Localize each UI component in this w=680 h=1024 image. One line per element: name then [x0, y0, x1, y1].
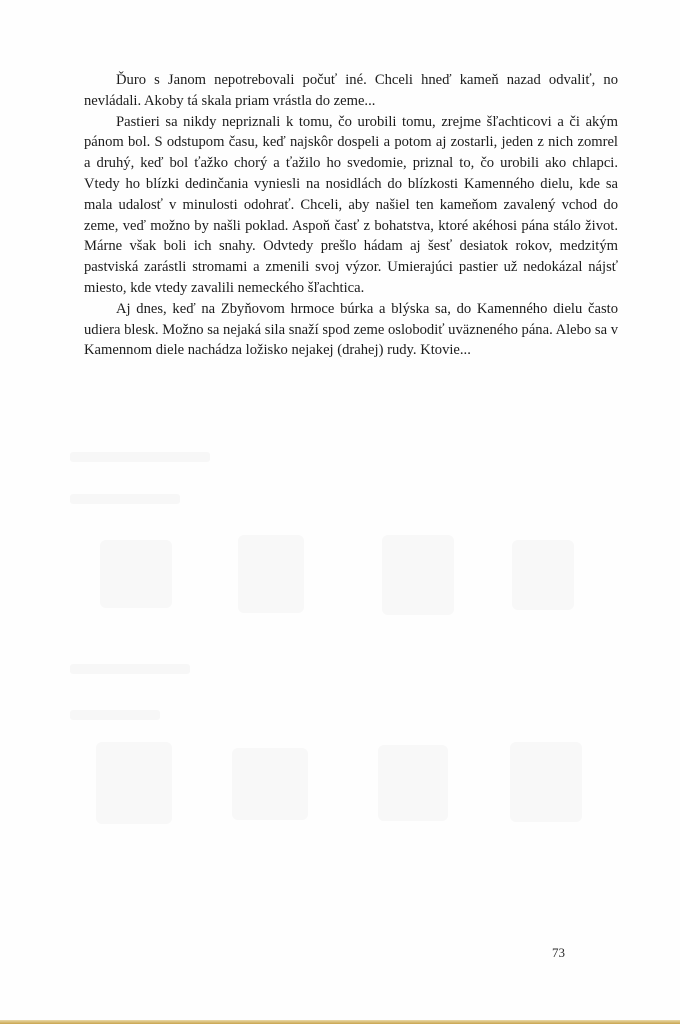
- show-through-line: [70, 494, 180, 504]
- show-through-line: [70, 452, 210, 462]
- show-through-emblem: [382, 535, 454, 615]
- show-through-emblem: [232, 748, 308, 820]
- paragraph-3: Aj dnes, keď na Zbyňovom hrmoce búrka a blýska sa, do Kamenného dielu často udiera blesk. Možno sa nejaká sila snaží spod zeme oslobodiť uväzneného pána. Alebo sa v Kamennom diele nachádza ložisko nejakej (drahej) rudy. Ktovie...: [84, 300, 618, 359]
- body-text: [84, 70, 618, 361]
- show-through-line: [70, 664, 190, 674]
- show-through-emblem: [510, 742, 582, 822]
- page-number: 73: [552, 945, 565, 960]
- show-through-line: [70, 710, 160, 720]
- paragraph-1: Ďuro s Janom nepotrebovali počuť iné. Chceli hneď kameň nazad odvaliť, no nevládali. Akoby tá skala priam vrástla do zeme...: [84, 72, 618, 109]
- page-bottom-edge: [0, 1020, 680, 1024]
- paragraph-2: Pastieri sa nikdy nepriznali k tomu, čo urobili tomu, zrejme šľachticovi a či akým pánom bol. S odstupom času, keď najskôr dospeli a potom aj zostarli, jeden z nich zomrel a druhý, keď bol ťažko chorý a ťažilo ho svedomie, priznal to, čo urobili ako chlapci. Vtedy ho blízki dedinčania vyniesli na nosidlách do blízkosti Kamenného dielu, kde sa mala udalosť v minulosti odohrať. Chceli, aby našiel ten kameňom zavalený vchod do zeme, veď možno by našli poklad. Aspoň časť z bohatstva, ktoré akéhosi pána stálo život. Márne však boli ich snahy. Odvtedy prešlo hádam aj šesť desiatok rokov, medzitým pastviská zarástli stromami a zmenili svoj výzor. Umierajúci pastier už nedokázal nájsť miesto, kde vtedy zavalili nemeckého šľachtica.: [84, 113, 618, 296]
- show-through-emblem: [512, 540, 574, 610]
- show-through-emblem: [96, 742, 172, 824]
- show-through-emblem: [100, 540, 172, 608]
- show-through-emblem: [378, 745, 448, 821]
- show-through-emblem: [238, 535, 304, 613]
